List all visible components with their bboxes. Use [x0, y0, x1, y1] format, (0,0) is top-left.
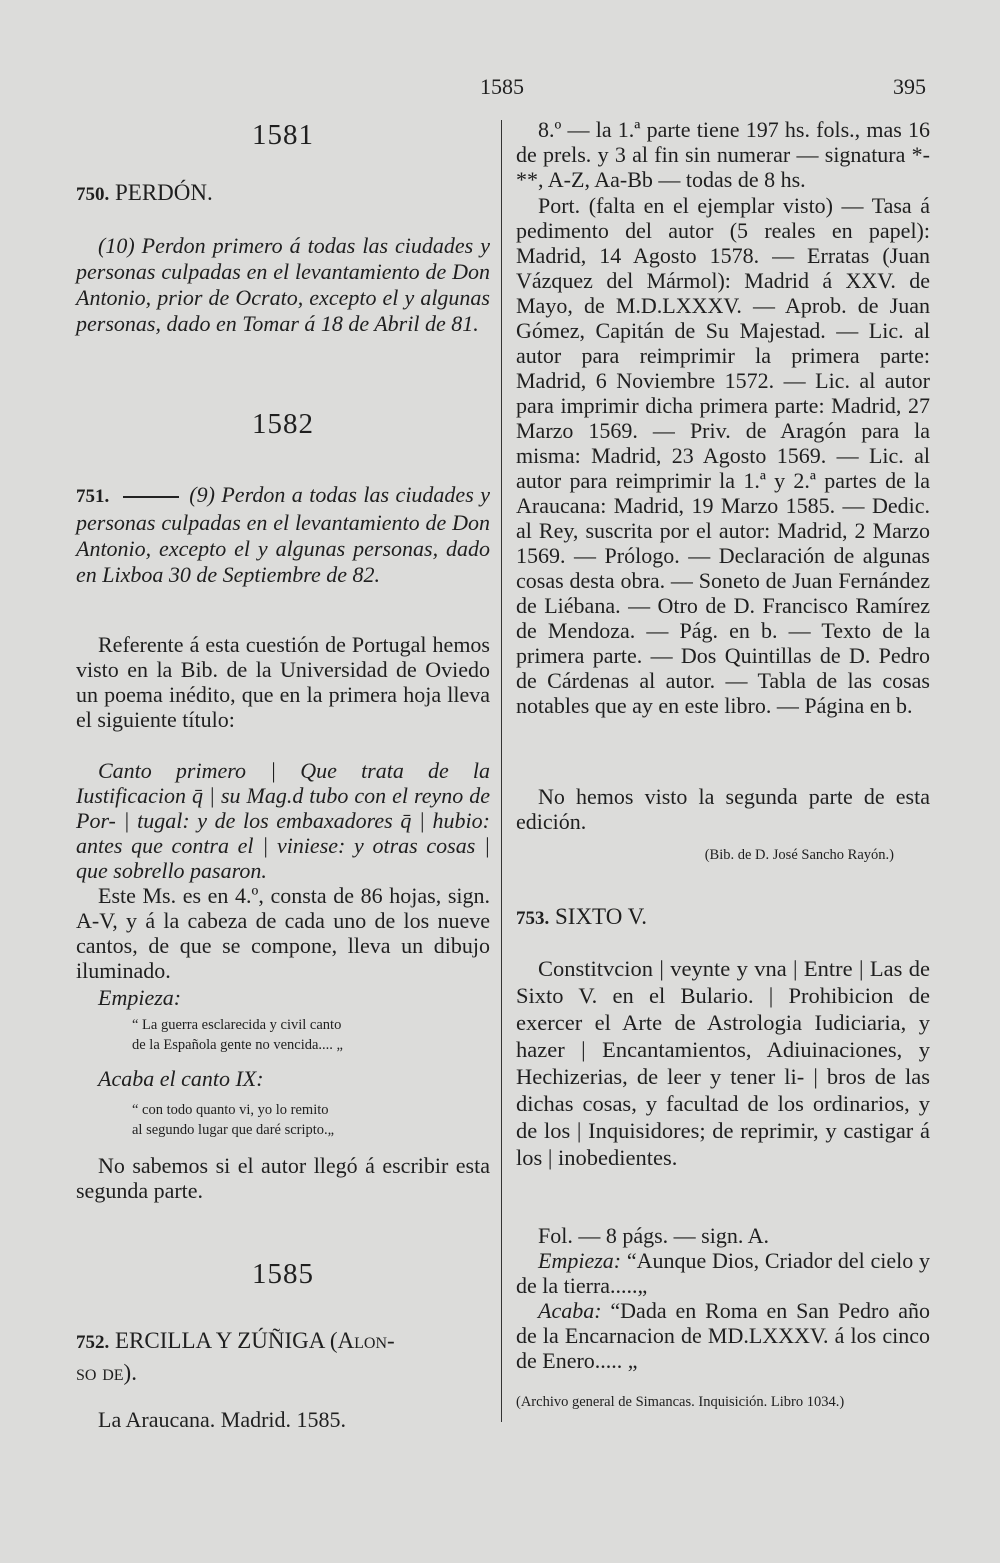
entry-750-heading	[76, 180, 490, 207]
source-simancas: (Archivo general de Simancas. Inquisición. Libro 1034.)	[516, 1394, 845, 1410]
paragraph-referente: Referente á esta cuestión de Portugal hemos visto en la Bib. de la Universidad de Oviedo un poema inédito, que en la primera hoja lleva el siguiente título:	[76, 632, 490, 732]
label-empieza: Empieza:	[538, 1248, 622, 1273]
incipit: “Aunque Dios, Criador del cielo y de la tierra.....„	[516, 1248, 930, 1298]
bibliographic-description: 8.º — la 1.ª parte tiene 197 hs. fols., mas 16 de prels. y 3 al fin sin numerar — signatura *-**, A-Z, Aa-Bb — todas de 8 hs.	[516, 117, 930, 192]
entry-number: 752.	[76, 1332, 110, 1353]
column-rule	[501, 120, 502, 1422]
entry-753-text: Constitvcion | veynte y vna | Entre | Las de Sixto V. en el Bulario. | Prohibicion de exercer el Arte de Astrologia Iudiciaria, y hazer | Encantamientos, Adiuinaciones, y Hechizerias, de leer y tener li- | bros de las dichas cosas, y facultad de los ordinarios, y de los | Inquisidores; de reprimir, y castigar á los | inobedientes.	[516, 956, 930, 1170]
entry-title: PERDÓN.	[115, 180, 213, 205]
quote-start: “ La guerra esclarecida y civil canto de la Española gente no vencida.... „	[132, 1017, 343, 1053]
entry-body: (9) Perdon a todas las ciudades y personas culpadas en el levantamiento de Don Antonio, excepto el y algunas personas, dado en Lixboa 30 de Septiembre de 82.	[76, 482, 490, 587]
label-acaba: Acaba el canto IX:	[98, 1066, 264, 1091]
entry-751	[76, 482, 490, 588]
explicit: “Dada en Roma en San Pedro año de la Encarnacion de MD.LXXXV. á los cinco de Enero..... „	[516, 1298, 930, 1373]
year-heading-1581: 1581	[252, 119, 314, 151]
entry-title: SIXTO V.	[555, 904, 648, 929]
entry-number: 753.	[516, 908, 550, 929]
entry-752-heading: 752. ERCILLA Y ZÚÑIGA (Alon- so de).	[76, 1328, 395, 1385]
running-head-year: 1585	[480, 74, 524, 99]
source-sancho-rayon: (Bib. de D. José Sancho Rayón.)	[704, 847, 894, 863]
entry-752-book: La Araucana. Madrid. 1585.	[98, 1407, 347, 1432]
preliminaries-list: Port. (falta en el ejemplar visto) — Tasa á pedimento del autor (5 reales en papel): Madrid, 14 Agosto 1578. — Erratas (Juan Vázquez del Mármol): Madrid á XXV. de Mayo, de M.D.LXXXV. — Aprob. de Juan Gómez, Capitán de Su Majestad. — Lic. al autor para reimprimir la primera parte: Madrid, 6 Noviembre 1572. — Lic. al autor para imprimir dicha primera parte: Madrid, 27 Marzo 1569. — Priv. de Aragón para la misma: Madrid, 23 Agosto 1569. — Lic. al autor para reimprimir la 1.ª y 2.ª partes de la Araucana: Madrid, 19 Marzo 1585. — Dedic. al Rey, suscrita por el autor: Madrid, 2 Marzo 1569. — Prólogo. — Declaración de algunas cosas desta obra. — Soneto de Juan Fernández de Liébana. — Otro de D. Francisco Ramírez de Mendoza. — Pág. en b. — Texto de la primera parte. — Dos Quintillas de D. Pedro de Cárdenas al autor. — Tabla de las cosas notables que ay en este libro. — Página en b.	[516, 193, 930, 718]
entry-title: ERCILLA Y ZÚÑIGA (Alon-	[115, 1328, 395, 1353]
label-empieza: Empieza:	[98, 985, 182, 1010]
quote-end: “ con todo quanto vi, yo lo remito al segundo lugar que daré scripto.„	[132, 1102, 335, 1138]
paragraph-ms: Este Ms. es en 4.º, consta de 86 hojas, sign. A-V, y á la cabeza de cada uno de los nueve cantos, de que se compone, lleva un dibujo iluminado.	[76, 883, 490, 983]
entry-number: 751.	[76, 486, 110, 507]
year-heading-1585: 1585	[252, 1258, 314, 1290]
year-heading-1582: 1582	[252, 408, 314, 440]
paragraph-no-hemos: No hemos visto la segunda parte de esta edición.	[516, 784, 930, 834]
page-number: 395	[893, 74, 926, 99]
ditto-dash	[123, 496, 179, 498]
label-acaba: Acaba:	[538, 1298, 602, 1323]
paragraph-no-sabemos: No sabemos si el autor llegó á escribir esta segunda parte.	[76, 1153, 490, 1203]
entry-750-body: (10) Perdon primero á todas las ciudades y personas culpadas en el levantamiento de Don Antonio, prior de Ocrato, excepto el y algunas personas, dado en Tomar á 18 de Abril de 81.	[76, 233, 490, 336]
entry-753-collation: Fol. — 8 págs. — sign. A. Empieza: “Aunque Dios, Criador del cielo y de la tierra.....„ Acaba: “Dada en Roma en San Pedro año de la Encarnacion de MD.LXXXV. á los cinco de Enero..... „	[516, 1223, 930, 1373]
entry-number: 750.	[76, 184, 110, 205]
entry-753-heading	[516, 904, 930, 931]
manuscript-title: Canto primero | Que trata de la Iustificacion q̄ | su Mag.d tubo con el reyno de Por- | tugal: y de los embaxadores q̄ | hubio: antes que contra el | viniese: y otras cosas | que sobrello pasaron.	[76, 758, 490, 883]
